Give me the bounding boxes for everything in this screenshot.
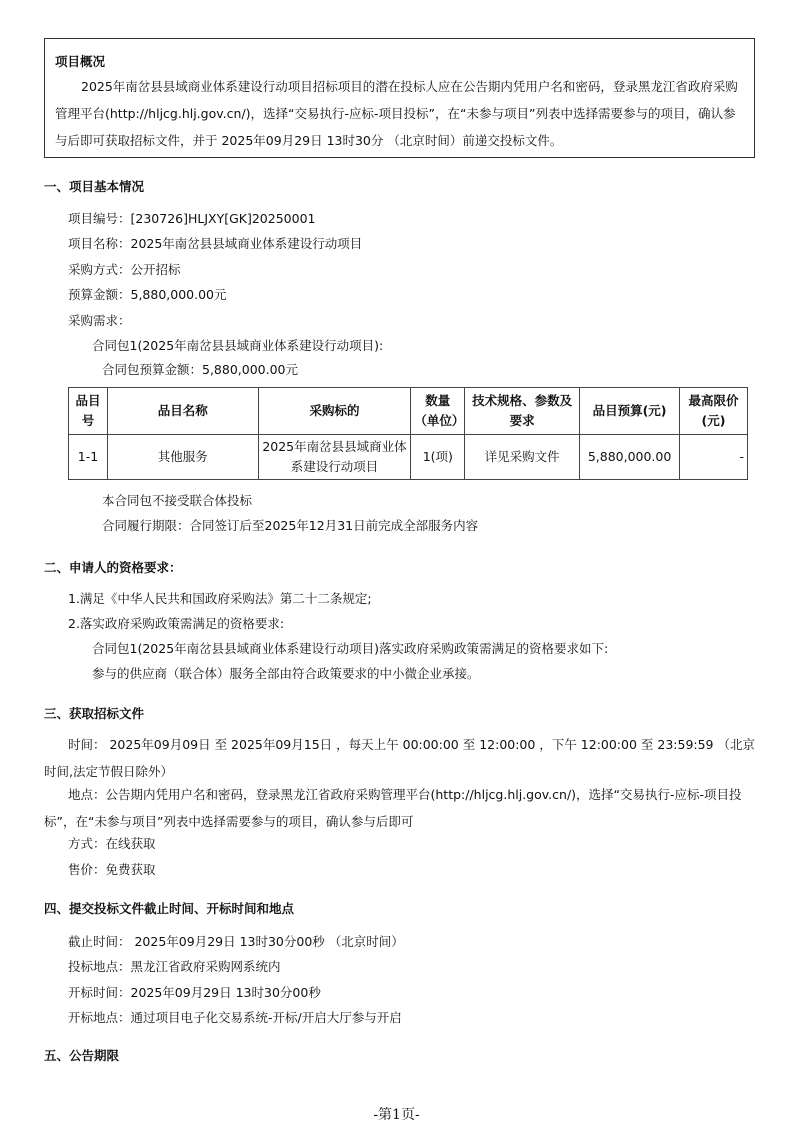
qualification-sub-1: 合同包1(2025年南岔县县域商业体系建设行动项目)落实政府采购政策需满足的资格要求如下: — [92, 641, 609, 656]
budget: 预算金额：5,880,000.00元 — [68, 287, 227, 302]
header-cell: 品目号 — [69, 388, 108, 435]
page-number: -第1页- — [373, 1107, 420, 1122]
cell: 1-1 — [69, 435, 108, 480]
obtain-place: 地点：公告期内凭用户名和密码，登录黑龙江省政府采购管理平台(http://hljcg.hlj.gov.cn/)，选择“交易执行-应标-项目投标”，在“未参与项目”列表中选择需要参与的项目，确认参与后即可 — [44, 787, 742, 829]
header-cell: 最高限价(元) — [680, 388, 748, 435]
package-title: 合同包1(2025年南岔县县域商业体系建设行动项目): — [92, 338, 384, 353]
header-cell: 品目名称 — [107, 388, 258, 435]
section-5-title: 五、公告期限 — [44, 1048, 120, 1063]
overview-text: 2025年南岔县县域商业体系建设行动项目招标项目的潜在投标人应在公告期内凭用户名和密码，登录黑龙江省政府采购管理平台(http://hljcg.hlj.gov.cn/)，选择“交易执行-应标-项目投标”，在“未参与项目”列表中选择需要参与的项目，确认参与后即可获取招标文件，并于 2025年09月29日 13时30分 （北京时间）前递交投标文件。 — [55, 79, 738, 148]
obtain-time: 时间： 2025年09月09日 至 2025年09月15日 ，每天上午 00:00:00 至 12:00:00 ，下午 12:00:00 至 23:59:59 （北京时间,法定节假日除外） — [44, 737, 755, 779]
section-3-title: 三、获取招标文件 — [44, 706, 145, 721]
project-number: 项目编号：[230726]HLJXY[GK]20250001 — [68, 211, 316, 226]
section-1-title: 一、项目基本情况 — [44, 179, 145, 194]
package-budget: 合同包预算金额：5,880,000.00元 — [102, 362, 298, 377]
cell: 2025年南岔县县域商业体系建设行动项目 — [258, 435, 411, 480]
cell: - — [680, 435, 748, 480]
header-cell: 技术规格、参数及要求 — [465, 388, 580, 435]
section-2-title: 二、申请人的资格要求： — [44, 560, 182, 575]
section-4-title: 四、提交投标文件截止时间、开标时间和地点 — [44, 901, 295, 916]
cell: 其他服务 — [107, 435, 258, 480]
obtain-method: 方式：在线获取 — [68, 836, 156, 851]
header-cell: 采购标的 — [258, 388, 411, 435]
requirements-label: 采购需求： — [68, 313, 131, 328]
cell: 详见采购文件 — [465, 435, 580, 480]
qualification-1: 1.满足《中华人民共和国政府采购法》第二十二条规定; — [68, 591, 372, 606]
bid-location: 投标地点：黑龙江省政府采购网系统内 — [68, 959, 281, 974]
project-name: 项目名称：2025年南岔县县域商业体系建设行动项目 — [68, 236, 363, 251]
opening-location: 开标地点：通过项目电子化交易系统-开标/开启大厅参与开启 — [68, 1010, 402, 1025]
deadline: 截止时间： 2025年09月29日 13时30分00秒 （北京时间） — [68, 934, 404, 949]
contract-period: 合同履行期限：合同签订后至2025年12月31日前完成全部服务内容 — [102, 518, 479, 533]
header-cell: 品目预算(元) — [580, 388, 680, 435]
table-header-row — [69, 388, 748, 435]
consortium-note: 本合同包不接受联合体投标 — [102, 493, 253, 508]
obtain-price: 售价：免费获取 — [68, 862, 156, 877]
procurement-method: 采购方式：公开招标 — [68, 262, 181, 277]
cell: 1(项) — [411, 435, 465, 480]
overview-title: 项目概况 — [55, 54, 106, 69]
overview-box — [44, 38, 755, 158]
items-table — [68, 387, 748, 480]
header-cell: 数量（单位） — [411, 388, 465, 435]
table-row — [69, 435, 748, 480]
qualification-2: 2.落实政府采购政策需满足的资格要求: — [68, 616, 285, 631]
qualification-sub-2: 参与的供应商（联合体）服务全部由符合政策要求的中小微企业承接。 — [92, 666, 480, 681]
opening-time: 开标时间：2025年09月29日 13时30分00秒 — [68, 985, 321, 1000]
cell: 5,880,000.00 — [580, 435, 680, 480]
